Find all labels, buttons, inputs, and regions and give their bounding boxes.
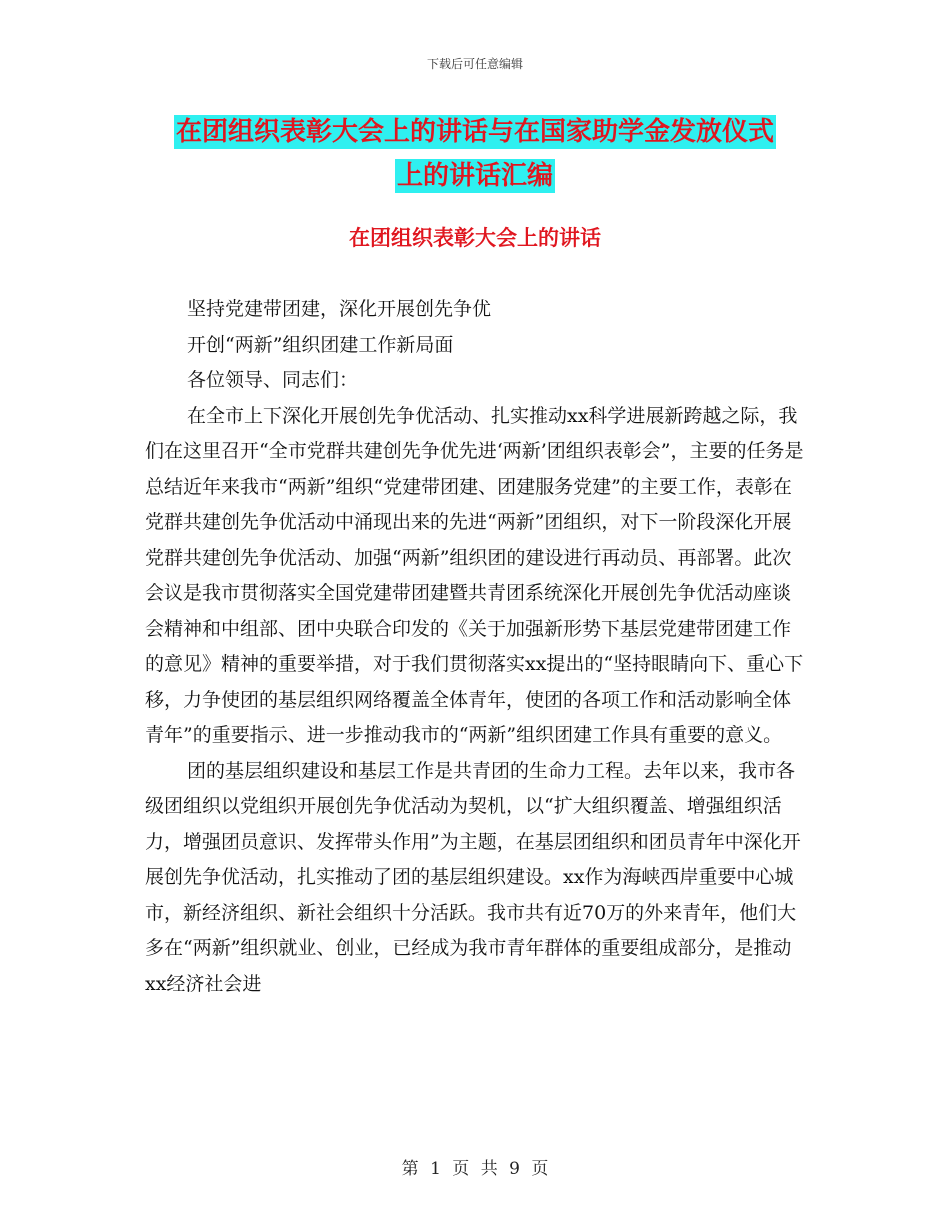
document-title-line-2: 上的讲话汇编	[396, 161, 553, 191]
paragraph: 团的基层组织建设和基层工作是共青团的生命力工程。去年以来，我市各级团组织以党组织开展创先争优活动为契机，以“扩大组织覆盖、增强组织活力，增强团员意识、发挥带头作用”为主题，在基层团组织和团员青年中深化开展创先争优活动，扎实推动了团的基层组织建设。xx作为海峡西岸重要中心城市，新经济组织、新社会组织十分活跃。我市共有近70万的外来青年，他们大多在“两新”组织就业、创业，已经成为我市青年群体的重要组成部分，是推动xx经济社会进	[145, 759, 801, 995]
subtitle-line-2: 开创“两新”组织团建工作新局面	[187, 333, 454, 356]
document-title-line-1: 在团组织表彰大会上的讲话与在国家助学金发放仪式	[175, 117, 774, 147]
subtitle-line-1: 坚持党建带团建，深化开展创先争优	[187, 298, 492, 320]
header-note: 下载后可任意编辑	[426, 57, 523, 71]
section-title: 在团组织表彰大会上的讲话	[349, 226, 601, 250]
document-title	[140, 110, 810, 198]
paragraph: 在全市上下深化开展创先争优活动、扎实推动xx科学进展新跨越之际，我们在这里召开“全市党群共建创先争优先进‘两新’团组织表彰会”，主要的任务是总结近年来我市“两新”组织“党建带团建、团建服务党建”的主要工作，表彰在党群共建创先争优活动中涌现出来的先进“两新”团组织，对下一阶段深化开展党群共建创先争优活动、加强“两新”组织团的建设进行再动员、再部署。此次会议是我市贯彻落实全国党建带团建暨共青团系统深化开展创先争优活动座谈会精神和中组部、团中央联合印发的《关于加强新形势下基层党建带团建工作的意见》精神的重要举措，对于我们贯彻落实xx提出的“坚持眼睛向下、重心下移，力争使团的基层组织网络覆盖全体青年，使团的各项工作和活动影响全体青年”的重要指示、进一步推动我市的“两新”组织团建工作具有重要的意义。	[145, 404, 804, 746]
document-body	[145, 292, 805, 1002]
page-footer: 第 1 页 共 9 页	[401, 1159, 549, 1179]
salutation: 各位领导、同志们：	[187, 369, 359, 391]
